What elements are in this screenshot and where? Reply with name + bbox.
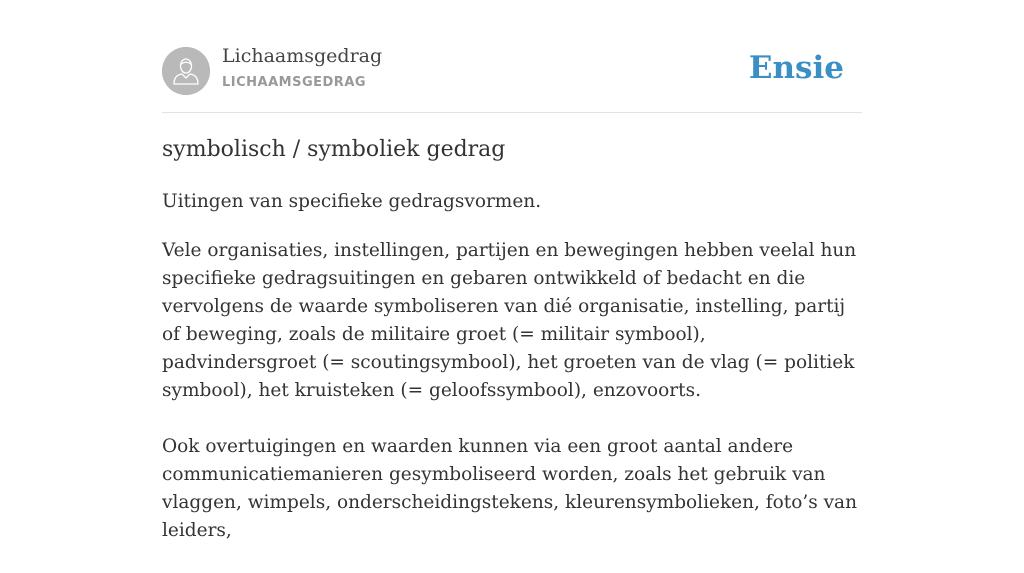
entry-body — [162, 237, 862, 573]
user-avatar-icon[interactable] — [162, 47, 210, 95]
author-category[interactable]: LICHAAMSGEDRAG — [222, 75, 367, 90]
body-paragraph: Ook overtuigingen en waarden kunnen via een groot aantal andere communicatiemanieren gesymboliseerd worden, zoals het gebruik van vlaggen, wimpels, onderscheidingstekens, kleurensymbolieken, foto’s van leiders, — [162, 436, 857, 541]
body-paragraph: Vele organisaties, instellingen, partijen en bewegingen hebben veelal hun specifieke gedragsuitingen en gebaren ontwikkeld of bedacht en die vervolgens de waarde symboliseren van dié organisatie, instelling, partij of beweging, zoals de militaire groet (= militair symbool), padvindersgroet (= scoutingsymbool), het groeten van de vlag (= politiek symbool), het kruisteken (= geloofssymbool), enzovoorts. — [162, 240, 857, 401]
entry-summary: Uitingen van specifieke gedragsvormen. — [162, 191, 542, 212]
entry-header — [162, 0, 862, 113]
brand-logo[interactable]: Ensie — [748, 50, 844, 86]
author-name[interactable]: Lichaamsgedrag — [222, 45, 383, 67]
entry-title: symbolisch / symboliek gedrag — [162, 137, 506, 162]
page — [162, 0, 862, 541]
